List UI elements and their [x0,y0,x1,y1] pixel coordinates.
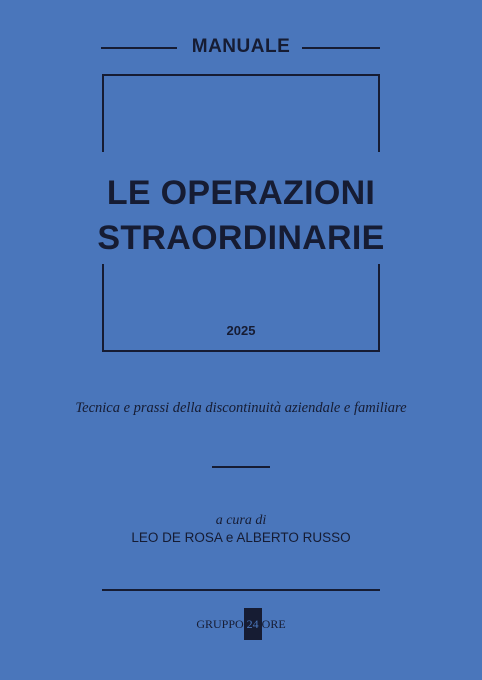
publisher-logo [0,608,482,640]
title-line-2: STRAORDINARIE [97,219,385,257]
publisher-name-right: ORE [261,616,286,631]
edition-year: 2025 [226,323,256,338]
title-line-1: LE OPERAZIONI [106,174,376,212]
frame-left-lower [102,264,104,352]
rule-top-right [302,47,380,49]
rule-bottom [102,589,380,591]
series-label: MANUALE [191,36,291,57]
publisher-name-left: GRUPPO [196,616,244,631]
frame-top [102,74,380,76]
frame-left-upper [102,74,104,152]
frame-right-upper [378,74,380,152]
curator-intro: a cura di [215,513,267,528]
authors: LEO DE ROSA e ALBERTO RUSSO [131,530,351,545]
book-title [0,171,482,261]
separator-short [212,466,270,468]
frame-bottom [102,350,380,352]
subtitle: Tecnica e prassi della discontinuità aziendale e familiare [75,400,407,416]
frame-right-lower [378,264,380,352]
publisher-box: 24 [244,608,262,640]
